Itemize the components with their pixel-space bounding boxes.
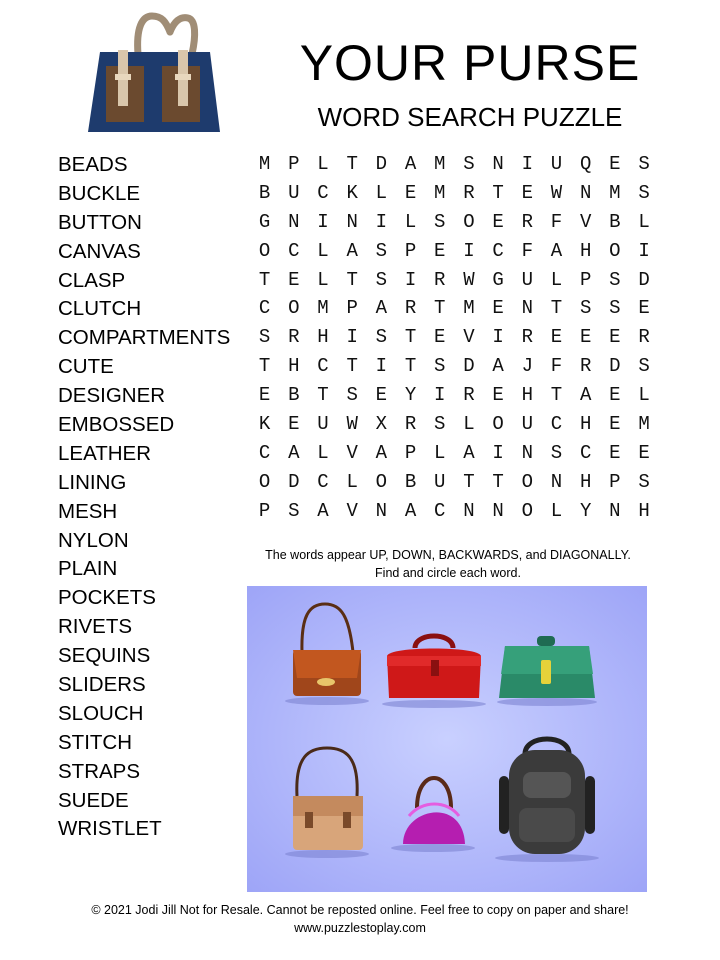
grid-letter[interactable]: E bbox=[258, 384, 271, 407]
grid-row bbox=[250, 381, 659, 410]
grid-letter[interactable]: E bbox=[638, 441, 650, 464]
grid-letter[interactable]: A bbox=[317, 499, 329, 522]
grid-letter[interactable]: O bbox=[521, 499, 533, 522]
grid-letter[interactable]: N bbox=[346, 210, 358, 233]
grid-letter[interactable]: R bbox=[463, 384, 475, 407]
grid-letter[interactable]: G bbox=[258, 210, 271, 233]
grid-letter[interactable]: R bbox=[404, 413, 417, 436]
grid-letter[interactable]: H bbox=[579, 239, 592, 262]
grid-letter[interactable]: M bbox=[317, 297, 329, 320]
grid-letter[interactable]: T bbox=[404, 326, 417, 349]
grid-letter[interactable]: H bbox=[579, 470, 592, 493]
word-list-item: SLOUCH bbox=[58, 701, 144, 725]
grid-letter[interactable]: C bbox=[579, 441, 592, 464]
grid-letter[interactable]: O bbox=[258, 470, 271, 493]
grid-letter[interactable]: E bbox=[638, 297, 650, 320]
grid-letter[interactable]: N bbox=[609, 499, 621, 522]
grid-letter[interactable]: O bbox=[609, 239, 621, 262]
grid-letter[interactable]: B bbox=[258, 181, 271, 204]
word-list-item: CLUTCH bbox=[58, 297, 142, 321]
word-list-item: SLIDERS bbox=[58, 673, 146, 697]
grid-letter[interactable]: T bbox=[550, 297, 563, 320]
grid-letter[interactable]: B bbox=[609, 210, 621, 233]
grid-letter[interactable]: N bbox=[463, 499, 475, 522]
grid-letter[interactable]: O bbox=[258, 239, 271, 262]
grid-letter[interactable]: P bbox=[609, 470, 621, 493]
grid-letter[interactable]: A bbox=[579, 384, 592, 407]
grid-letter[interactable]: F bbox=[550, 210, 563, 233]
grid-letter[interactable]: L bbox=[638, 384, 650, 407]
grid-letter[interactable]: S bbox=[375, 239, 388, 262]
grid-letter[interactable]: S bbox=[288, 499, 300, 522]
website-link[interactable]: www.puzzlestoplay.com bbox=[294, 921, 426, 935]
grid-letter[interactable]: T bbox=[434, 297, 446, 320]
grid-letter[interactable]: S bbox=[258, 326, 271, 349]
grid-letter[interactable]: I bbox=[521, 153, 533, 175]
grid-letter[interactable]: R bbox=[463, 181, 475, 204]
grid-letter[interactable]: E bbox=[609, 384, 621, 407]
grid-letter[interactable]: E bbox=[492, 210, 504, 233]
grid-letter[interactable]: B bbox=[404, 470, 417, 493]
word-list-item: CUTE bbox=[58, 355, 114, 379]
grid-letter[interactable]: A bbox=[492, 355, 504, 378]
grid-letter[interactable]: D bbox=[638, 268, 650, 291]
grid-letter[interactable]: L bbox=[375, 181, 388, 204]
grid-letter[interactable]: R bbox=[288, 326, 300, 349]
grid-letter[interactable]: E bbox=[492, 297, 504, 320]
word-list-item: BUTTON bbox=[58, 210, 142, 234]
grid-letter[interactable]: N bbox=[521, 441, 533, 464]
grid-letter[interactable]: A bbox=[550, 239, 563, 262]
grid-letter[interactable]: R bbox=[434, 268, 446, 291]
grid-letter[interactable]: L bbox=[317, 239, 329, 262]
grid-letter[interactable]: O bbox=[288, 297, 300, 320]
grid-letter[interactable]: E bbox=[609, 153, 621, 175]
grid-letter[interactable]: S bbox=[434, 413, 446, 436]
grid-letter[interactable]: V bbox=[579, 210, 592, 233]
grid-letter[interactable]: L bbox=[638, 210, 650, 233]
grid-row bbox=[250, 352, 659, 381]
grid-letter[interactable]: C bbox=[258, 441, 271, 464]
grid-letter[interactable]: W bbox=[463, 268, 475, 291]
grid-letter[interactable]: I bbox=[492, 441, 504, 464]
grid-letter[interactable]: I bbox=[638, 239, 650, 262]
grid-letter[interactable]: S bbox=[550, 441, 563, 464]
grid-row bbox=[250, 410, 659, 439]
grid-letter[interactable]: M bbox=[463, 297, 475, 320]
word-list-item: EMBOSSED bbox=[58, 413, 175, 437]
grid-letter[interactable]: E bbox=[288, 268, 300, 291]
word-list-item: PLAIN bbox=[58, 557, 118, 581]
grid-letter[interactable]: T bbox=[346, 355, 358, 378]
puzzle-title: YOUR PURSE bbox=[299, 35, 641, 91]
grid-letter[interactable]: M bbox=[258, 153, 271, 175]
grid-letter[interactable]: S bbox=[609, 268, 621, 291]
grid-letter[interactable]: V bbox=[346, 499, 358, 522]
grid-letter[interactable]: S bbox=[638, 470, 650, 493]
grid-letter[interactable]: X bbox=[375, 413, 388, 436]
grid-letter[interactable]: J bbox=[521, 355, 533, 378]
grid-letter[interactable]: D bbox=[609, 355, 621, 378]
grid-letter[interactable]: W bbox=[550, 181, 563, 204]
grid-letter[interactable]: A bbox=[288, 441, 300, 464]
grid-letter[interactable]: S bbox=[638, 355, 650, 378]
grid-letter[interactable]: E bbox=[579, 326, 592, 349]
word-list-item: STRAPS bbox=[58, 759, 141, 783]
grid-letter[interactable]: T bbox=[492, 470, 504, 493]
grid-letter[interactable]: M bbox=[434, 153, 446, 175]
grid-letter[interactable]: H bbox=[521, 384, 533, 407]
grid-letter[interactable]: E bbox=[550, 326, 563, 349]
grid-letter[interactable]: P bbox=[288, 153, 300, 175]
grid-letter[interactable]: S bbox=[434, 355, 446, 378]
word-list-item: CLASP bbox=[58, 268, 126, 292]
grid-row bbox=[250, 150, 659, 179]
grid-row bbox=[250, 323, 659, 352]
grid-letter[interactable]: A bbox=[404, 153, 417, 175]
grid-letter[interactable]: U bbox=[434, 470, 446, 493]
grid-row bbox=[250, 439, 659, 468]
grid-letter[interactable]: P bbox=[346, 297, 358, 320]
grid-letter[interactable]: R bbox=[521, 326, 533, 349]
letter-grid bbox=[250, 150, 659, 526]
grid-letter[interactable]: H bbox=[638, 499, 650, 522]
grid-letter[interactable]: I bbox=[463, 239, 475, 262]
grid-letter[interactable]: N bbox=[579, 181, 592, 204]
grid-letter[interactable]: R bbox=[521, 210, 533, 233]
grid-letter[interactable]: T bbox=[317, 384, 329, 407]
grid-letter[interactable]: A bbox=[375, 441, 388, 464]
grid-letter[interactable]: H bbox=[579, 413, 592, 436]
grid-letter[interactable]: E bbox=[375, 384, 388, 407]
grid-letter[interactable]: A bbox=[404, 499, 417, 522]
word-list-item: SUEDE bbox=[58, 788, 129, 812]
grid-letter[interactable]: C bbox=[434, 499, 446, 522]
grid-letter[interactable]: M bbox=[638, 413, 650, 436]
word-list-item: DESIGNER bbox=[58, 384, 166, 408]
grid-letter[interactable]: N bbox=[492, 153, 504, 175]
word-list bbox=[58, 151, 230, 844]
puzzle-subtitle: WORD SEARCH PUZZLE bbox=[317, 102, 623, 132]
grid-letter[interactable]: S bbox=[579, 297, 592, 320]
grid-letter[interactable]: L bbox=[317, 268, 329, 291]
grid-letter[interactable]: I bbox=[434, 384, 446, 407]
grid-letter[interactable]: V bbox=[463, 326, 475, 349]
grid-letter[interactable]: C bbox=[492, 239, 504, 262]
grid-letter[interactable]: B bbox=[288, 384, 300, 407]
grid-letter[interactable]: U bbox=[521, 413, 533, 436]
grid-letter[interactable]: E bbox=[609, 326, 621, 349]
grid-row bbox=[250, 179, 659, 208]
grid-letter[interactable]: T bbox=[492, 181, 504, 204]
grid-letter[interactable]: E bbox=[434, 239, 446, 262]
grid-letter[interactable]: O bbox=[463, 210, 475, 233]
grid-letter[interactable]: I bbox=[346, 326, 358, 349]
grid-letter[interactable]: S bbox=[375, 268, 388, 291]
grid-letter[interactable]: L bbox=[317, 153, 329, 175]
grid-letter[interactable]: O bbox=[492, 413, 504, 436]
grid-letter[interactable]: L bbox=[404, 210, 417, 233]
grid-letter[interactable]: I bbox=[375, 355, 388, 378]
grid-letter[interactable]: C bbox=[550, 413, 563, 436]
grid-letter[interactable]: I bbox=[492, 326, 504, 349]
grid-letter[interactable]: C bbox=[317, 355, 329, 378]
grid-letter[interactable]: M bbox=[609, 181, 621, 204]
grid-letter[interactable]: E bbox=[288, 413, 300, 436]
grid-letter[interactable]: N bbox=[288, 210, 300, 233]
grid-row bbox=[250, 208, 659, 237]
grid-letter[interactable]: H bbox=[288, 355, 300, 378]
grid-letter[interactable]: I bbox=[404, 268, 417, 291]
grid-letter[interactable]: L bbox=[550, 268, 563, 291]
grid-letter[interactable]: O bbox=[375, 470, 388, 493]
grid-letter[interactable]: U bbox=[521, 268, 533, 291]
grid-letter[interactable]: E bbox=[521, 181, 533, 204]
grid-letter[interactable]: P bbox=[258, 499, 271, 522]
grid-letter[interactable]: D bbox=[288, 470, 300, 493]
grid-letter[interactable]: C bbox=[317, 470, 329, 493]
grid-letter[interactable]: H bbox=[317, 326, 329, 349]
grid-letter[interactable]: V bbox=[346, 441, 358, 464]
grid-letter[interactable]: N bbox=[521, 297, 533, 320]
grid-letter[interactable]: G bbox=[492, 268, 504, 291]
grid-letter[interactable]: L bbox=[346, 470, 358, 493]
grid-row bbox=[250, 266, 659, 295]
purse-illustration bbox=[86, 10, 226, 138]
grid-letter[interactable]: A bbox=[346, 239, 358, 262]
grid-letter[interactable]: S bbox=[346, 384, 358, 407]
grid-letter[interactable]: D bbox=[463, 355, 475, 378]
grid-letter[interactable]: T bbox=[258, 268, 271, 291]
grid-letter[interactable]: W bbox=[346, 413, 358, 436]
grid-letter[interactable]: P bbox=[579, 268, 592, 291]
instructions-line-1: The words appear UP, DOWN, BACKWARDS, and DIAGONALLY. bbox=[265, 548, 631, 562]
grid-row bbox=[250, 468, 659, 497]
grid-letter[interactable]: T bbox=[346, 153, 358, 175]
word-list-item: LINING bbox=[58, 470, 127, 494]
instructions-line-2: Find and circle each word. bbox=[375, 566, 521, 580]
copyright-notice: © 2021 Jodi Jill Not for Resale. Cannot be reposted online. Feel free to copy on paper and share! bbox=[91, 903, 629, 917]
grid-letter[interactable]: K bbox=[258, 413, 271, 436]
grid-letter[interactable]: E bbox=[434, 326, 446, 349]
grid-letter[interactable]: C bbox=[258, 297, 271, 320]
grid-letter[interactable]: Y bbox=[579, 499, 592, 522]
grid-letter[interactable]: K bbox=[346, 181, 358, 204]
grid-letter[interactable]: U bbox=[550, 153, 563, 175]
grid-letter[interactable]: T bbox=[346, 268, 358, 291]
word-list-item: BUCKLE bbox=[58, 181, 141, 205]
grid-letter[interactable]: U bbox=[317, 413, 329, 436]
word-list-item: RIVETS bbox=[58, 615, 133, 639]
grid-letter[interactable]: M bbox=[434, 181, 446, 204]
grid-letter[interactable]: O bbox=[521, 470, 533, 493]
grid-letter[interactable]: L bbox=[317, 441, 329, 464]
grid-letter[interactable]: S bbox=[638, 181, 650, 204]
instructions bbox=[248, 546, 648, 582]
grid-letter[interactable]: R bbox=[638, 326, 650, 349]
grid-letter[interactable]: N bbox=[375, 499, 388, 522]
grid-letter[interactable]: E bbox=[609, 413, 621, 436]
grid-letter[interactable]: N bbox=[492, 499, 504, 522]
grid-letter[interactable]: L bbox=[550, 499, 563, 522]
grid-letter[interactable]: S bbox=[609, 297, 621, 320]
grid-letter[interactable]: R bbox=[404, 297, 417, 320]
purses-illustration bbox=[247, 586, 647, 892]
grid-letter[interactable]: Y bbox=[404, 384, 417, 407]
word-list-item: COMPARTMENTS bbox=[58, 326, 231, 350]
grid-letter[interactable]: T bbox=[404, 355, 417, 378]
grid-letter[interactable]: F bbox=[550, 355, 563, 378]
grid-letter[interactable]: T bbox=[463, 470, 475, 493]
word-list-item: POCKETS bbox=[58, 586, 156, 610]
grid-letter[interactable]: A bbox=[463, 441, 475, 464]
word-list-item: LEATHER bbox=[58, 441, 152, 465]
grid-letter[interactable]: A bbox=[375, 297, 388, 320]
grid-letter[interactable]: P bbox=[404, 441, 417, 464]
grid-letter[interactable]: N bbox=[550, 470, 563, 493]
grid-letter[interactable]: S bbox=[375, 326, 388, 349]
word-list-item: MESH bbox=[58, 499, 118, 523]
grid-row bbox=[250, 237, 659, 266]
grid-letter[interactable]: I bbox=[375, 210, 388, 233]
word-list-item: SEQUINS bbox=[58, 644, 151, 668]
grid-letter[interactable]: S bbox=[434, 210, 446, 233]
footer bbox=[0, 901, 720, 937]
grid-letter[interactable]: L bbox=[434, 441, 446, 464]
grid-letter[interactable]: E bbox=[404, 181, 417, 204]
grid-letter[interactable]: C bbox=[317, 181, 329, 204]
word-list-item: BEADS bbox=[58, 153, 128, 176]
grid-letter[interactable]: S bbox=[463, 153, 475, 175]
grid-letter[interactable]: P bbox=[404, 239, 417, 262]
grid-letter[interactable]: S bbox=[638, 153, 650, 175]
grid-letter[interactable]: T bbox=[258, 355, 271, 378]
word-list-item: STITCH bbox=[58, 730, 133, 754]
grid-row bbox=[250, 497, 659, 526]
grid-letter[interactable]: C bbox=[288, 239, 300, 262]
grid-letter[interactable]: D bbox=[375, 153, 388, 175]
grid-letter[interactable]: F bbox=[521, 239, 533, 262]
grid-letter[interactable]: E bbox=[609, 441, 621, 464]
grid-letter[interactable]: R bbox=[579, 355, 592, 378]
grid-row bbox=[250, 294, 659, 323]
grid-letter[interactable]: Q bbox=[579, 153, 592, 175]
word-list-item: NYLON bbox=[58, 528, 129, 552]
word-list-item: CANVAS bbox=[58, 239, 141, 263]
word-list-item: WRISTLET bbox=[58, 817, 162, 841]
grid-letter[interactable]: L bbox=[463, 413, 475, 436]
grid-letter[interactable]: I bbox=[317, 210, 329, 233]
grid-letter[interactable]: U bbox=[288, 181, 300, 204]
grid-letter[interactable]: E bbox=[492, 384, 504, 407]
grid-letter[interactable]: T bbox=[550, 384, 563, 407]
